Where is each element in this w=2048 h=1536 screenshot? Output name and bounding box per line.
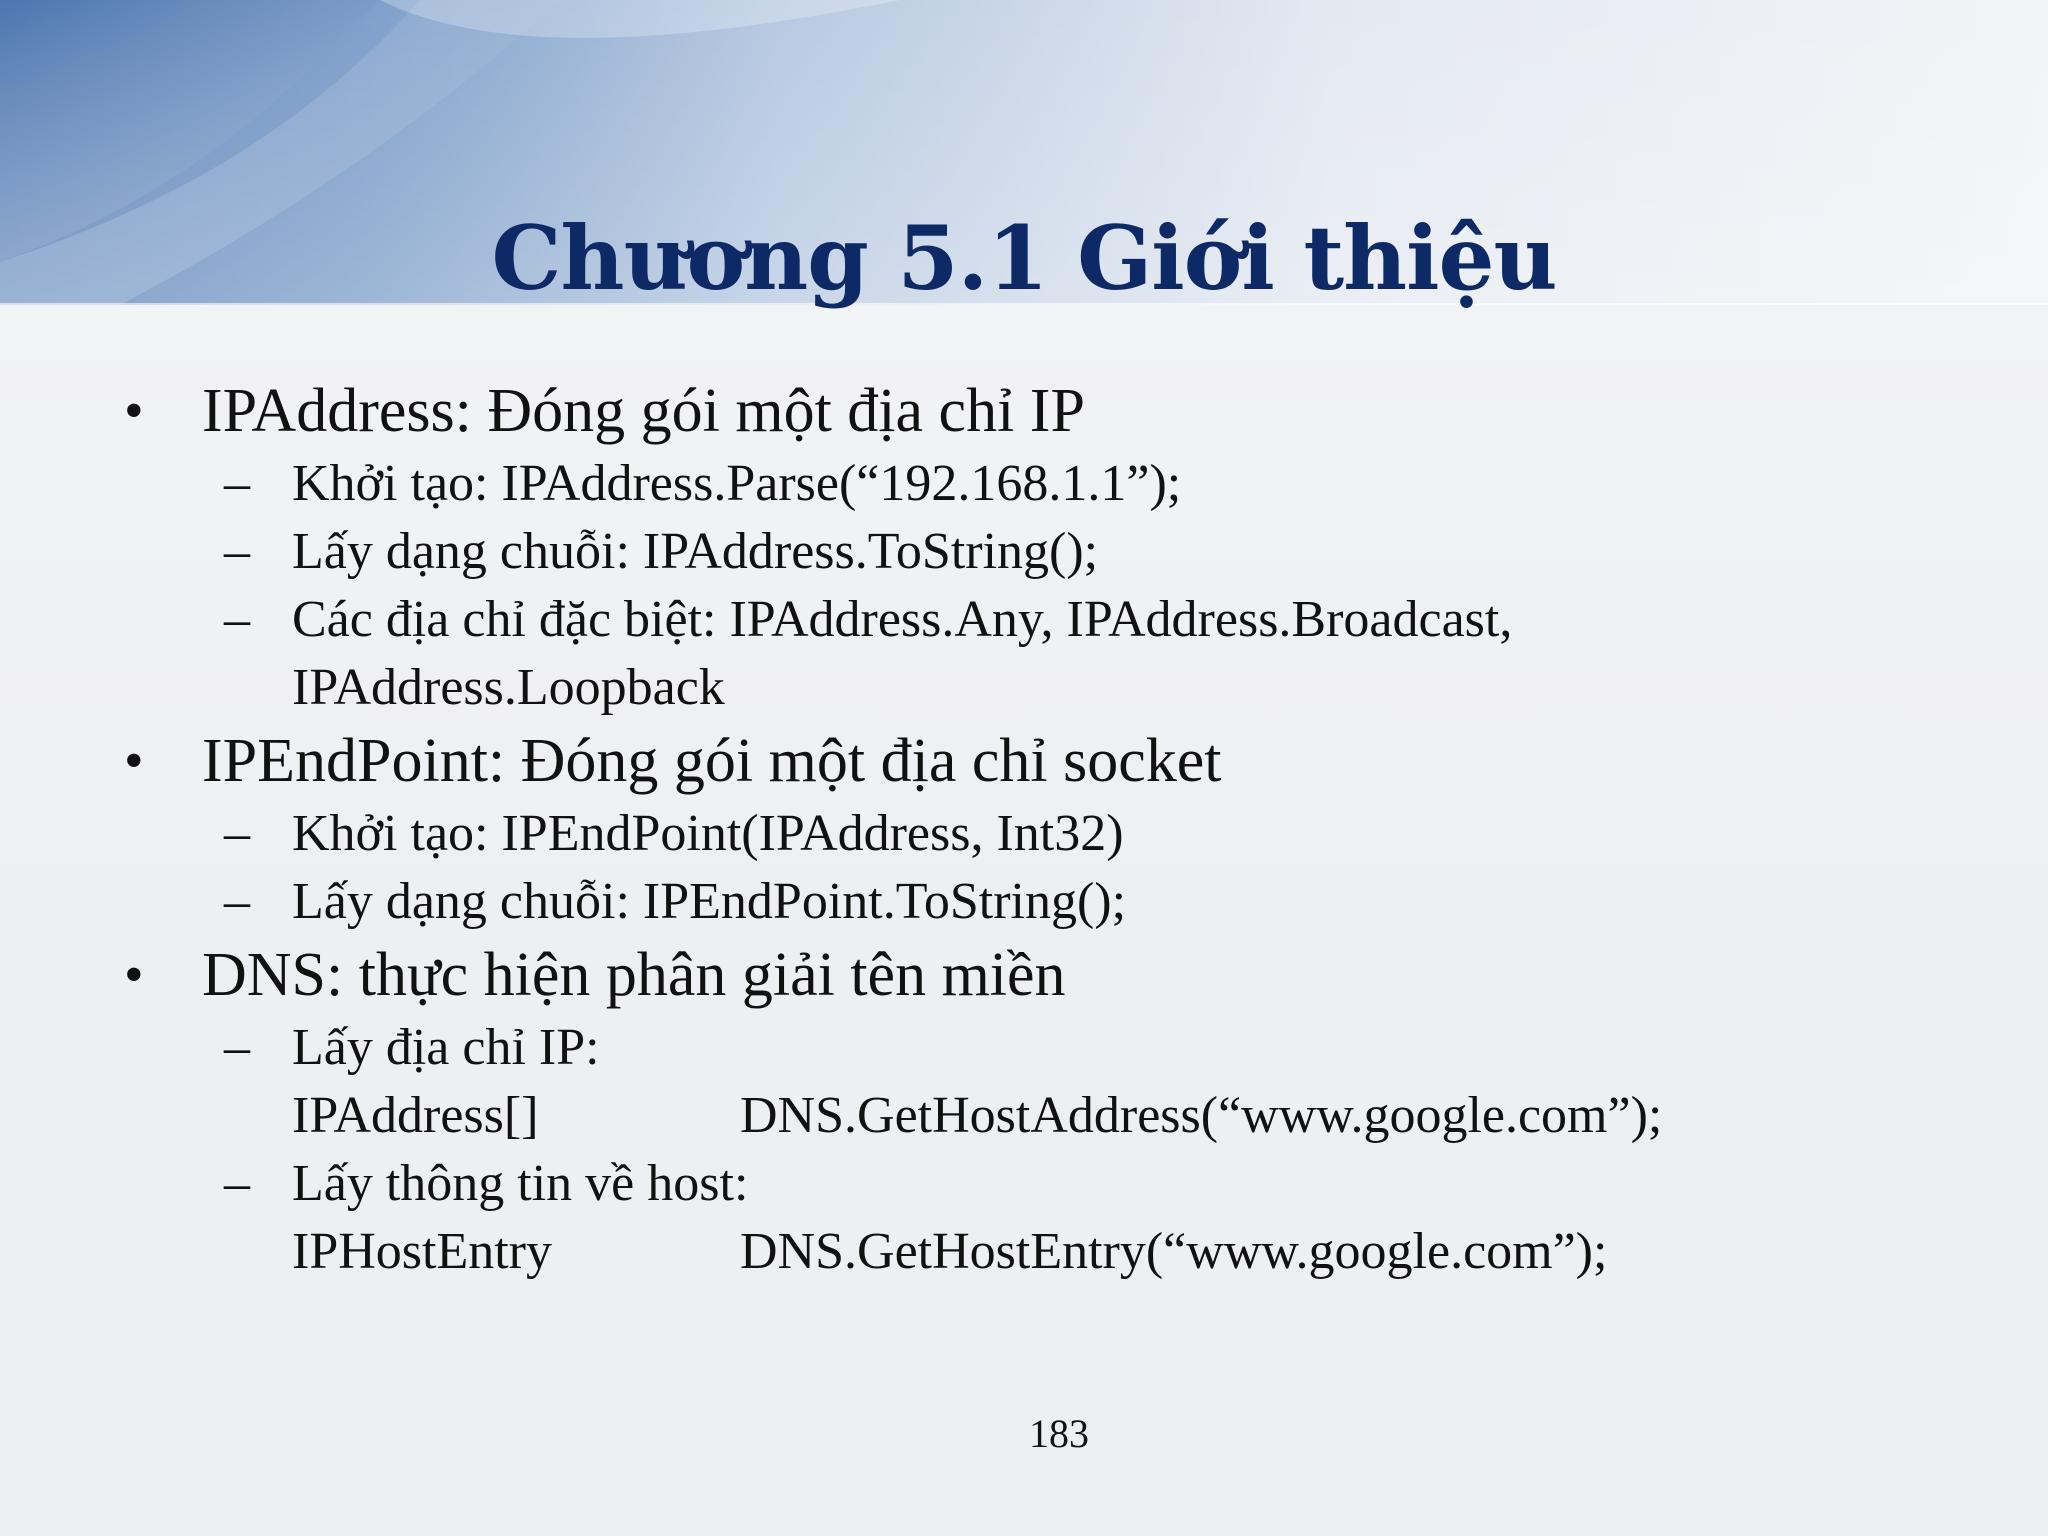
dash-icon: – (224, 523, 250, 580)
sub-bullet (120, 518, 1980, 586)
code-call: DNS.GetHostAddress(“www.google.com”); (740, 1087, 1663, 1144)
dash-icon: – (224, 805, 250, 862)
bullet-ipaddress (120, 372, 1980, 450)
bullet-dns (120, 936, 1980, 1014)
dash-icon: – (224, 1019, 250, 1076)
sub-bullet (120, 800, 1980, 868)
dash-icon: – (224, 1155, 250, 1212)
sub-bullet (120, 450, 1980, 518)
sub-bullet (120, 1150, 1980, 1218)
continuation-text: IPAddress.Loopback (292, 659, 725, 716)
code-line (120, 1218, 1980, 1286)
bullet-dot-icon: • (124, 730, 144, 792)
sub-bullet (120, 868, 1980, 936)
sub-bullet-text: Khởi tạo: IPEndPoint(IPAddress, Int32) (292, 805, 1124, 862)
bullet-text: IPEndPoint: Đóng gói một địa chỉ socket (202, 727, 1222, 795)
dash-icon: – (224, 455, 250, 512)
bullet-ipendpoint (120, 722, 1980, 800)
code-type: IPHostEntry (292, 1223, 552, 1280)
sub-bullet-text: Lấy dạng chuỗi: IPAddress.ToString(); (292, 523, 1099, 580)
bullet-text: IPAddress: Đóng gói một địa chỉ IP (202, 377, 1085, 445)
slide-body (120, 372, 1980, 1286)
bullet-text: DNS: thực hiện phân giải tên miền (202, 941, 1066, 1009)
code-call: DNS.GetHostEntry(“www.google.com”); (740, 1223, 1608, 1280)
sub-bullet (120, 586, 1980, 654)
bullet-dot-icon: • (124, 380, 144, 442)
sub-bullet-text: Khởi tạo: IPAddress.Parse(“192.168.1.1”); (292, 455, 1182, 512)
code-type: IPAddress[] (292, 1087, 539, 1144)
sub-bullet-text: Lấy thông tin về host: (292, 1155, 749, 1212)
slide-title: Chương 5.1 Giới thiệu (491, 206, 1557, 310)
page-number: 183 (1029, 1411, 1089, 1456)
sub-bullet-text: Lấy dạng chuỗi: IPEndPoint.ToString(); (292, 873, 1127, 930)
dash-icon: – (224, 591, 250, 648)
dash-icon: – (224, 873, 250, 930)
sub-bullet (120, 1014, 1980, 1082)
code-line (120, 1082, 1980, 1150)
bullet-dot-icon: • (124, 944, 144, 1006)
sub-bullet-continuation (120, 654, 1980, 722)
sub-bullet-text: Các địa chỉ đặc biệt: IPAddress.Any, IPAddress.Broadcast, (292, 591, 1513, 648)
sub-bullet-text: Lấy địa chỉ IP: (292, 1019, 600, 1076)
